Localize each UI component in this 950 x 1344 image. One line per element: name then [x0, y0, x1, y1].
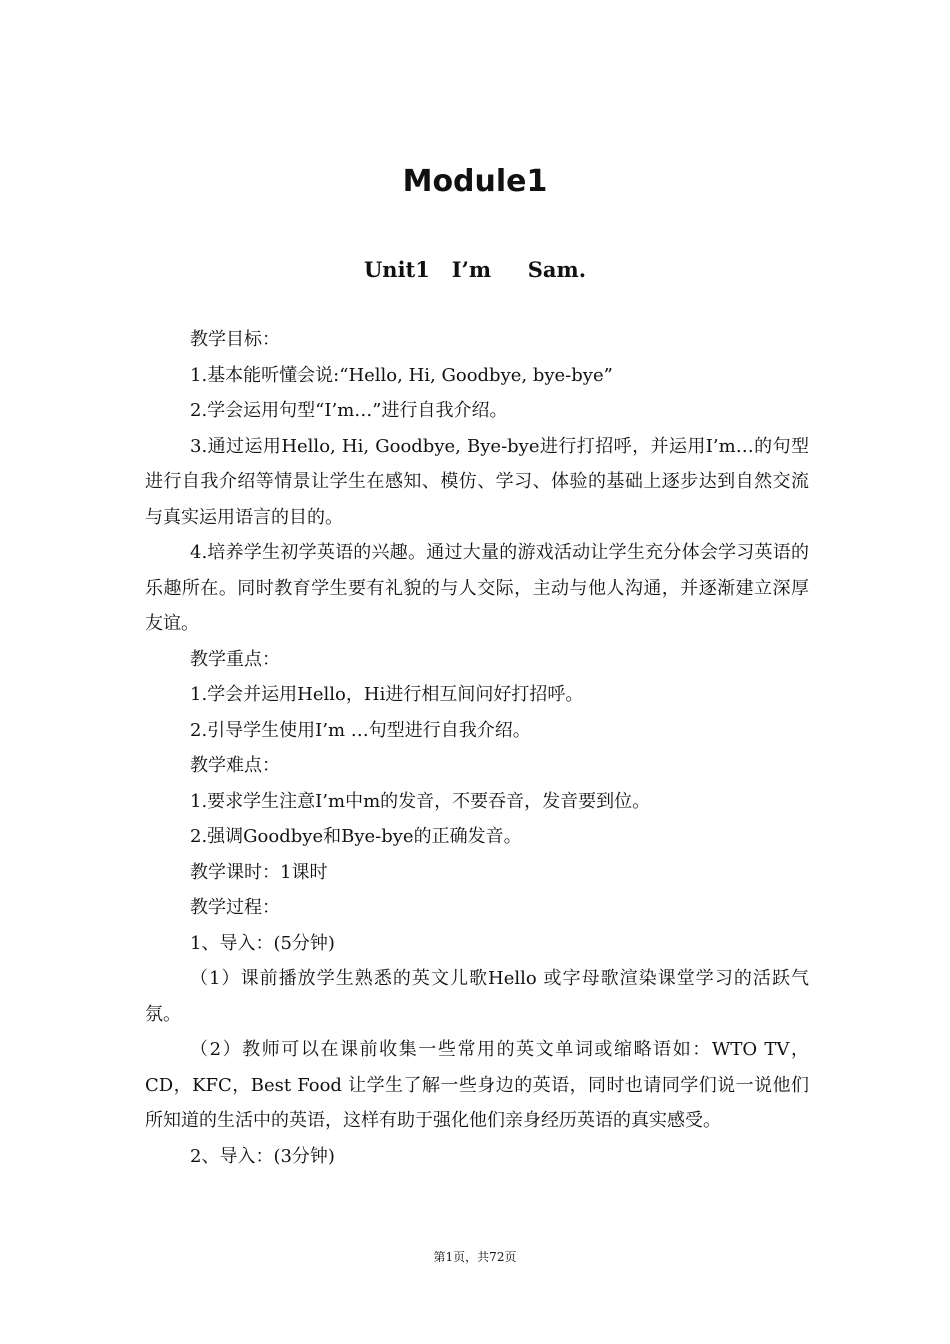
- section-heading-objectives: 教学目标：: [190, 329, 280, 350]
- page-footer: 第1页，共72页: [433, 1250, 517, 1264]
- key-point-item: 1.学会并运用Hello，Hi进行相互间问好打招呼。: [190, 684, 584, 705]
- difficulty-item: 2.强调Goodbye和Bye-bye的正确发音。: [190, 826, 522, 847]
- objective-item: 3.通过运用Hello, Hi, Goodbye, Bye-bye进行打招呼，并运用I’m…的句型进行自我介绍等情景让学生在感知、模仿、学习、体验的基础上逐步达到自然交流与真实运用语言的目的。: [145, 435, 809, 528]
- objective-item: 2.学会运用句型“I’m…”进行自我介绍。: [190, 400, 508, 421]
- section-heading-difficulties: 教学难点：: [190, 755, 280, 776]
- section-heading-key-points: 教学重点：: [190, 648, 280, 670]
- difficulty-item: 1.要求学生注意I’m中m的发音，不要吞音，发音要到位。: [190, 790, 651, 812]
- section-heading-process: 教学过程：: [190, 897, 280, 918]
- objective-item: 4.培养学生初学英语的兴趣。通过大量的游戏活动让学生充分体会学习英语的乐趣所在。同时教育学生要有礼貌的与人交际，主动与他人沟通，并逐渐建立深厚友谊。: [145, 542, 809, 634]
- objective-item: 1.基本能听懂会说:“Hello, Hi, Goodbye, bye-bye”: [190, 364, 613, 386]
- document-body: [145, 322, 809, 1174]
- key-point-item: 2.引导学生使用I’m …句型进行自我介绍。: [190, 719, 531, 741]
- class-hours: 教学课时：1课时: [190, 861, 328, 883]
- process-substep: （2）教师可以在课前收集一些常用的英文单词或缩略语如：WTO TV，CD，KFC，Best Food 让学生了解一些身边的英语，同时也请同学们说一说他们所知道的生活中的英语，这样有助于强化他们亲身经历英语的真实感受。: [145, 1039, 809, 1131]
- module-title: Module1: [402, 164, 548, 199]
- process-substep: （1）课前播放学生熟悉的英文儿歌Hello 或字母歌渲染课堂学习的活跃气氛。: [145, 968, 809, 1025]
- process-step: 2、导入：(3分钟): [190, 1145, 335, 1167]
- unit-title: Unit1 I’m Sam.: [363, 257, 587, 282]
- process-step: 1、导入：(5分钟): [190, 932, 335, 954]
